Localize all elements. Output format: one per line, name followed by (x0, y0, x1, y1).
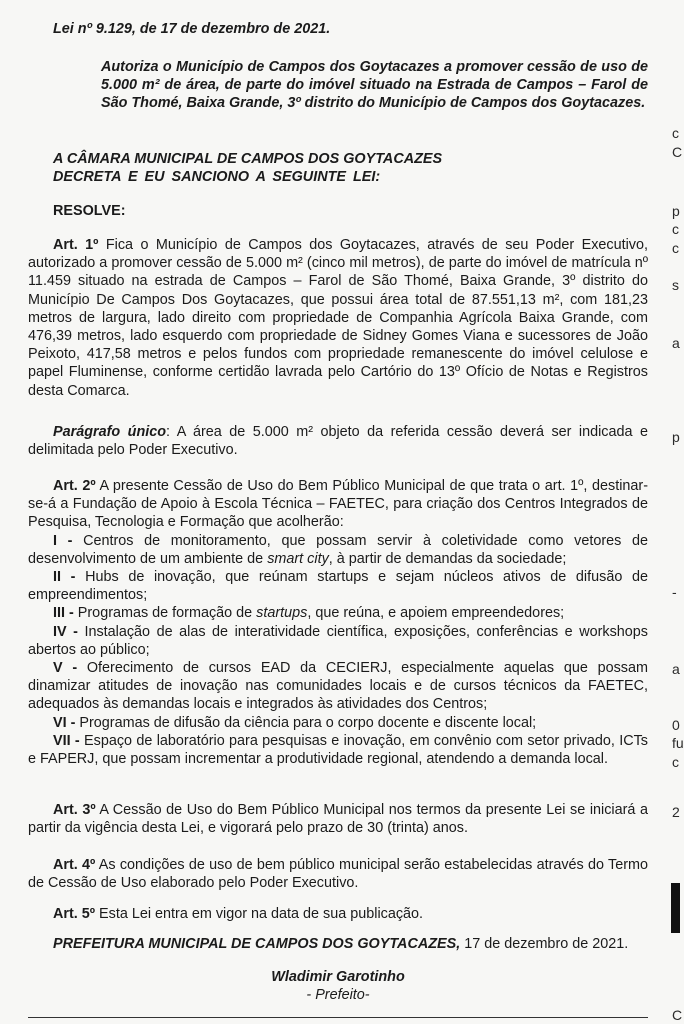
item-2 (28, 568, 648, 604)
margin-fragment: c (672, 240, 679, 256)
signer-name: Wladimir Garotinho (271, 969, 405, 985)
item-1 (28, 532, 648, 568)
item-1-label: I - (53, 532, 73, 549)
item-4 (28, 623, 648, 659)
law-title: Lei nº 9.129, de 17 de dezembro de 2021. (53, 21, 331, 37)
item-7-text: Espaço de laboratório para pesquisas e inovação, em convênio com setor privado, ICTs e FAPERJ, que possam incrementar a produtividade regional, atendendo a demanda local. (28, 732, 648, 768)
enactment-line-2: DECRETA E EU SANCIONO A SEGUINTE LEI: (53, 169, 381, 186)
article-1-text: Fica o Município de Campos dos Goytacazes, através de seu Poder Executivo, autorizado a promover cessão de 5.000 m² (cinco mil metros), de parte do imóvel de matrícula nº 11.459 situado na estrada de Campos – Farol de São Thomé, Baixa Grande, 3º distrito do Município De Campos Dos Goytacazes, que possui área total de 87.551,13 m², com 181,23 metros de largura, lado direito com propriedade de Companhia Agrícola Baixa Grande, com 476,39 metros, lado esquerdo com propriedade de Sidney Gomes Viana e sucessores de João Peixoto, 417,58 metros e pelos fundos com propriedade remanescente do imóvel celulose e papel Fluminense, conforme certidão lavrada pelo Cartório do 13º Ofício de Notas e Registros desta Comarca. (28, 237, 648, 399)
margin-fragment: C (672, 144, 683, 160)
item-6 (28, 714, 648, 732)
article-3-text: A Cessão de Uso do Bem Público Municipal nos termos da presente Lei se iniciará a partir da vigência desta Lei, e vigorará pelo prazo de 30 (trinta) anos. (28, 802, 649, 837)
resolve-heading: RESOLVE: (53, 203, 126, 219)
article-5-text: Esta Lei entra em vigor na data de sua publicação. (95, 906, 424, 922)
issuing-office-line (53, 935, 648, 953)
bottom-rule (28, 1017, 648, 1018)
item-6-label: VI - (53, 714, 76, 731)
article-3 (28, 801, 648, 837)
margin-fragment: C (672, 1007, 683, 1023)
item-3 (28, 604, 648, 622)
item-5-text: Oferecimento de cursos EAD da CECIERJ, especialmente aquelas que possam dinamizar atitudes de inovação nas comunidades locais e de cursos técnicos da FAETEC, adequados às demandas locais e integrados às atividades dos Centros; (28, 660, 648, 713)
sole-paragraph-text: : A área de 5.000 m² objeto da referida cessão deverá ser indicada e delimitada pelo Poder Executivo. (28, 424, 648, 459)
margin-black-bar (671, 883, 680, 933)
article-2 (28, 477, 648, 768)
item-1-italic: smart city (267, 550, 329, 567)
item-3-text-b: , que reúna, e apoiem empreendedores; (307, 605, 565, 622)
article-1-label: Art. 1º (53, 237, 99, 253)
sole-paragraph (28, 423, 648, 459)
item-1-text-a: Centros de monitoramento, que possam servir à coletividade como vetores de desenvolvimento de um ambiente de (28, 532, 648, 567)
item-1-text-b: , à partir de demandas da sociedade; (328, 550, 567, 567)
article-2-label: Art. 2º (53, 478, 96, 494)
issue-date: 17 de dezembro de 2021. (460, 936, 629, 952)
item-4-label: IV - (53, 623, 78, 640)
item-6-text: Programas de difusão da ciência para o corpo docente e discente local; (75, 714, 537, 731)
item-2-text: Hubs de inovação, que reúnam startups e sejam núcleos ativos de difusão de empreendimentos; (28, 569, 648, 604)
item-5 (28, 659, 648, 714)
item-3-italic: startups (256, 605, 308, 622)
article-1 (28, 236, 648, 400)
margin-fragment: s (672, 277, 679, 293)
item-7 (28, 732, 648, 768)
law-summary: Autoriza o Município de Campos dos Goytacazes a promover cessão de uso de 5.000 m² de área, de parte do imóvel situado na Estrada de Campos – Farol de São Thomé, Baixa Grande, 3º distrito do Município de Campos dos Goytacazes. (101, 59, 648, 112)
issuing-office: PREFEITURA MUNICIPAL DE CAMPOS DOS GOYTACAZES, (53, 936, 461, 952)
article-4 (28, 856, 648, 892)
margin-fragment: fu (672, 735, 684, 751)
item-4-text: Instalação de alas de interatividade científica, exposições, conferências e workshops abertos ao público; (28, 623, 648, 658)
margin-fragment: c (672, 754, 679, 770)
sole-paragraph-label: Parágrafo único (53, 424, 167, 440)
margin-fragment: 0 (672, 717, 680, 733)
margin-fragment: c (672, 125, 679, 141)
article-4-label: Art. 4º (53, 857, 96, 873)
article-4-text: As condições de uso de bem público municipal serão estabelecidas através do Termo de Cessão de Uso elaborado pelo Poder Executivo. (28, 857, 649, 892)
article-5 (53, 905, 423, 923)
item-7-label: VII - (53, 732, 80, 749)
item-3-label: III - (53, 605, 74, 622)
item-5-label: V - (53, 660, 78, 677)
article-2-caput (28, 477, 648, 532)
margin-fragment: - (672, 584, 677, 600)
item-3-text-a: Programas de formação de (73, 605, 257, 622)
article-3-label: Art. 3º (53, 802, 96, 818)
margin-fragment: a (672, 335, 680, 351)
item-2-label: II - (53, 569, 76, 586)
enactment-formula (53, 150, 442, 186)
article-2-text: A presente Cessão de Uso do Bem Público Municipal de que trata o art. 1º, destinar-se-á a Fundação de Apoio à Escola Técnica – FAETEC, para criação dos Centros Integrados de Pesquisa, Tecnologia e Formação que acolherão: (28, 478, 648, 531)
signature-block (28, 968, 648, 1004)
signer-role: - Prefeito- (306, 987, 370, 1004)
margin-fragment: 2 (672, 804, 680, 820)
margin-fragment: a (672, 661, 680, 677)
margin-fragment: p (672, 429, 680, 445)
margin-fragment: p (672, 203, 680, 219)
margin-fragment: c (672, 221, 679, 237)
article-5-label: Art. 5º (53, 906, 96, 922)
enactment-line-1: A CÂMARA MUNICIPAL DE CAMPOS DOS GOYTACAZES (53, 151, 443, 167)
